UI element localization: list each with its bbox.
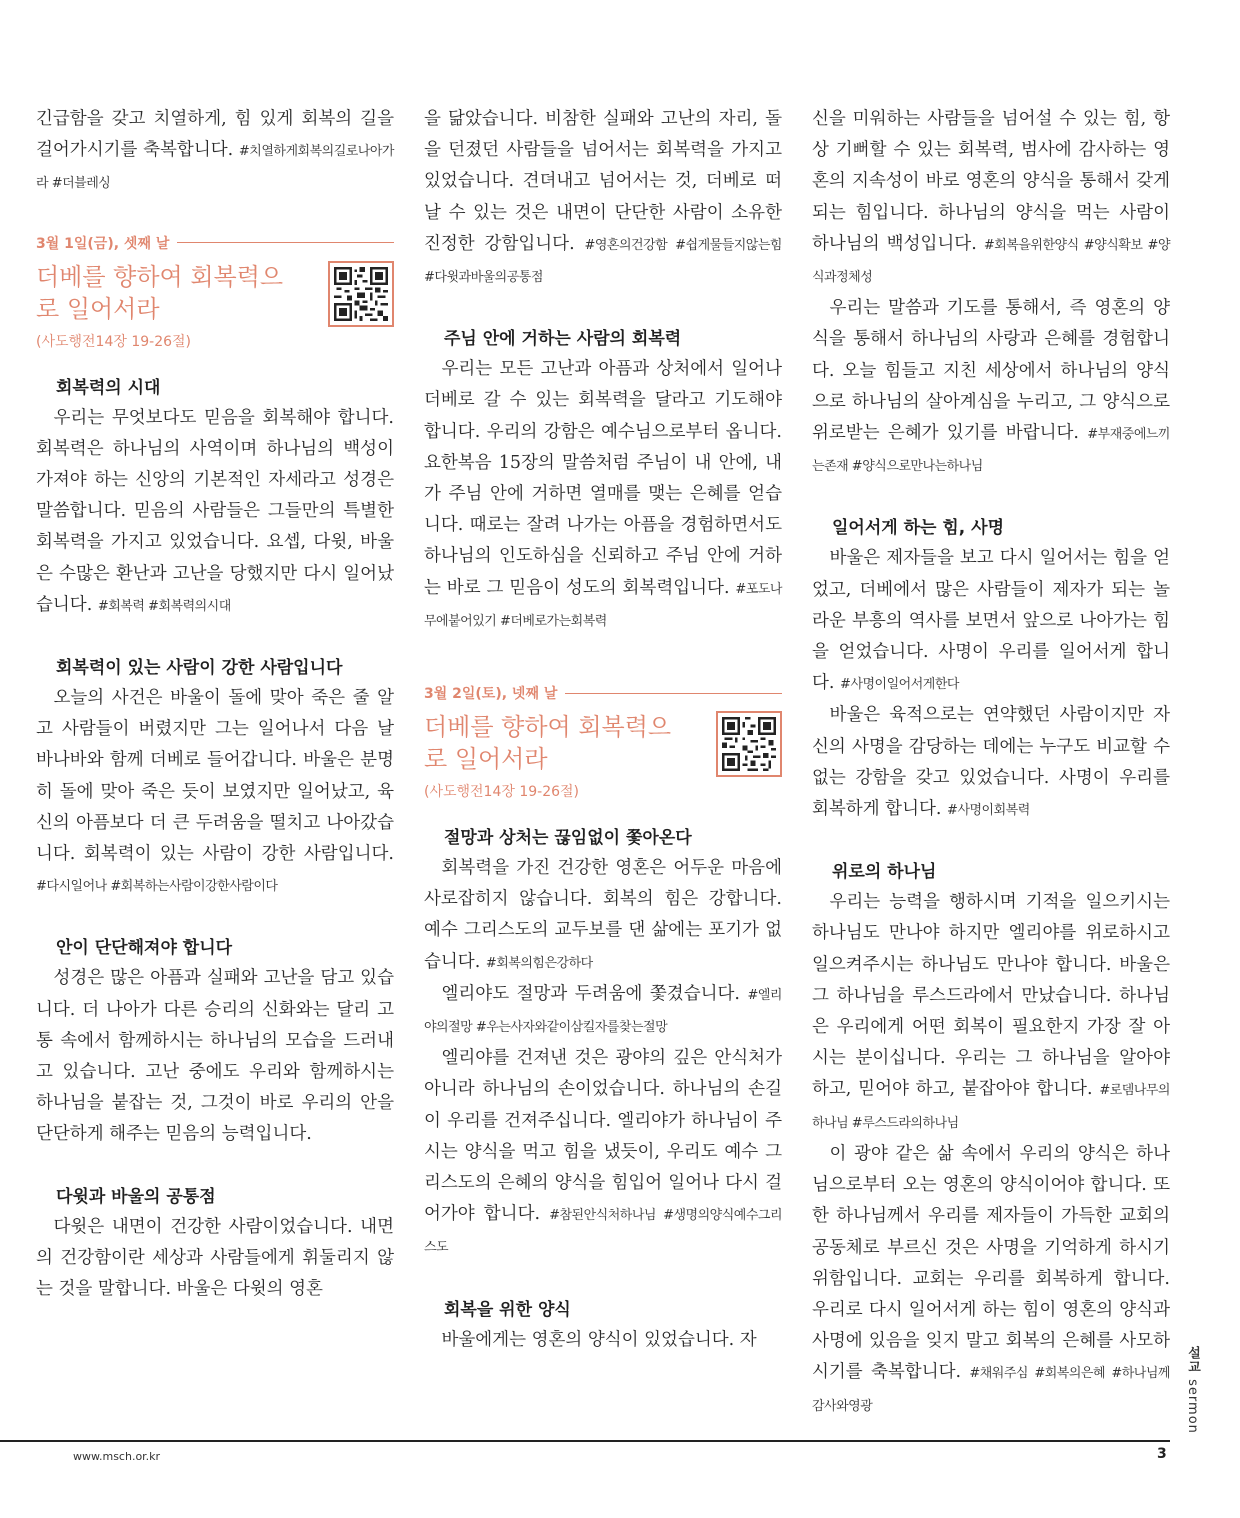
scripture-reference: (사도행전14장 19-26절) [424, 784, 580, 801]
devotion-title: 더베를 향하여 회복력으로 일어서라 [424, 713, 672, 774]
devotion-header-day3 [36, 231, 394, 351]
paragraph: 바울은 제자들을 보고 다시 일어서는 힘을 얻었고, 더베에서 많은 사람들이 제자가 되는 놀라운 부흥의 역사를 보면서 앞으로 나아가는 힘을 얻었습니다. 사명이 우리를 일어서게 합니다. #사명이일어서게한다 [812, 548, 1170, 694]
paragraph: 우리는 능력을 행하시며 기적을 일으키시는 하나님도 만나야 하지만 엘리야를 위로하시고 일으켜주시는 하나님도 만나야 합니다. 바울은 그 하나님을 루스드라에서 만났습니다. 하나님은 우리에게 어떤 회복이 필요한지 가장 잘 아시는 분이십니다. 우리는 그 하나님을 알아야 하고, 믿어야 하고, 붙잡아야 합니다. #로뎀나무의하나님 #루스드라의하나님 [812, 892, 1170, 1131]
hashtags[interactable]: #회복의힘은강하다 [485, 955, 593, 971]
section-heading: 절망과 상처는 끊임없이 쫓아온다 [444, 828, 692, 849]
page-number: 3 [1157, 1446, 1167, 1462]
section-heading: 일어서게 하는 힘, 사명 [832, 518, 1005, 539]
hashtags[interactable]: #로뎀나무의하나님 #루스드라의하나님 [812, 1083, 1170, 1131]
paragraph: 엘리야도 절망과 두려움에 쫓겼습니다. #엘리야의절망 #우는사자와같이삼킬자를찾는절망 [424, 983, 782, 1036]
hashtags[interactable]: #부재중에느끼는존재 #양식으로만나는하나님 [812, 427, 1170, 475]
devotion-header-day4 [424, 681, 782, 801]
paragraph: 성경은 많은 아픔과 실패와 고난을 담고 있습니다. 더 나아가 다른 승리의 신화와는 달리 고통 속에서 함께하시는 하나님의 모습을 드러내고 있습니다. 고난 중에도 우리와 함께하시는 하나님을 붙잡는 것, 그것이 바로 우리의 안을 단단하게 해주는 믿음의 능력입니다. [36, 968, 394, 1145]
paragraph: 엘리야를 건져낸 것은 광야의 깊은 안식처가 아니라 하나님의 손이었습니다. 하나님의 손길이 우리를 건져주십니다. 엘리야가 하나님이 주시는 양식을 먹고 힘을 냈듯이, 우리도 예수 그리스도의 은혜의 양식을 힘입어 일어나 다시 걸어가야 합니다. #참된안식처하나님 #생명의양식예수그리스도 [424, 1048, 782, 1256]
column-3 [812, 104, 1170, 1422]
paragraph: 우리는 말씀과 기도를 통해서, 즉 영혼의 양식을 통해서 하나님의 사랑과 은혜를 경험합니다. 오늘 힘들고 지친 세상에서 하나님의 양식으로 하나님의 살아계심을 누리고, 그 양식으로 위로받는 은혜가 있기를 바랍니다. #부재중에느끼는존재 #양식으로만나는하나님 [812, 298, 1170, 475]
hashtags[interactable]: #참된안식처하나님 #생명의양식예수그리스도 [424, 1208, 782, 1256]
qr-code-icon[interactable] [328, 261, 394, 327]
paragraph: 다윗은 내면이 건강한 사람이었습니다. 내면의 건강함이란 세상과 사람들에게 휘둘리지 않는 것을 말합니다. 바울은 다윗의 영혼 [36, 1216, 394, 1300]
qr-code-icon[interactable] [716, 711, 782, 777]
side-label-ko: 설교 [1185, 1346, 1200, 1374]
section-side-label [1178, 1346, 1202, 1434]
hashtags[interactable]: #다시일어나 #회복하는사람이강한사람이다 [36, 879, 278, 895]
hashtags[interactable]: #회복력 #회복력의시대 [97, 598, 231, 614]
section-heading: 회복력의 시대 [56, 377, 161, 398]
column-2 [424, 104, 782, 1356]
website-url[interactable]: www.msch.or.kr [73, 1450, 161, 1463]
section-heading: 안이 단단해져야 합니다 [56, 938, 233, 959]
hashtags[interactable]: #사명이회복력 [947, 803, 1030, 819]
paragraph: 신을 미워하는 사람들을 넘어설 수 있는 힘, 항상 기뻐할 수 있는 회복력, 범사에 감사하는 영혼의 지속성이 바로 영혼의 양식을 통해서 갖게 되는 힘입니다. 하나님의 양식을 먹는 사람이 하나님의 백성입니다. #회복을위한양식 #양식확보 #양식과정체성 [812, 109, 1170, 286]
section-heading: 회복력이 있는 사람이 강한 사람입니다 [56, 658, 343, 679]
hashtags[interactable]: #치열하게회복의길로나아가라 #더블레싱 [36, 144, 394, 192]
paragraph: 회복력을 가진 건강한 영혼은 어두운 마음에 사로잡히지 않습니다. 회복의 힘은 강합니다. 예수 그리스도의 교두보를 댄 삶에는 포기가 없습니다. #회복의힘은강하다 [424, 858, 782, 972]
hashtags[interactable]: #회복을위한양식 #양식확보 #양식과정체성 [812, 237, 1170, 286]
hashtags[interactable]: #채워주심 #회복의은혜 #하나님께감사와영광 [812, 1366, 1170, 1414]
hashtags[interactable]: #엘리야의절망 #우는사자와같이삼킬자를찾는절망 [424, 987, 782, 1036]
scripture-reference: (사도행전14장 19-26절) [36, 333, 192, 350]
paragraph: 을 닮았습니다. 비참한 실패와 고난의 자리, 돌을 던졌던 사람들을 넘어서는 회복력을 가지고 있었습니다. 견뎌내고 넘어서는 것, 더베로 떠날 수 있는 것은 내면이 단단한 사람이 소유한 진정한 강함입니다. #영혼의건강함 #쉽게물들지않는힘 #다윗과바울의공통점 [424, 109, 782, 286]
paragraph: 우리는 무엇보다도 믿음을 회복해야 합니다. 회복력은 하나님의 사역이며 하나님의 백성이 가져야 하는 신앙의 기본적인 자세라고 성경은 말씀합니다. 믿음의 사람들은 그들만의 특별한 회복력을 가지고 있었습니다. 요셉, 다윗, 바울은 수많은 환난과 고난을 당했지만 다시 일어났습니다. #회복력 #회복력의시대 [36, 407, 394, 615]
paragraph: 바울에게는 영혼의 양식이 있었습니다. 자 [441, 1329, 757, 1350]
devotion-title: 더베를 향하여 회복력으로 일어서라 [36, 262, 284, 323]
hashtags[interactable]: #영혼의건강함 #쉽게물들지않는힘 #다윗과바울의공통점 [424, 237, 782, 286]
hashtags[interactable]: #포도나무에붙어있기 #더베로가는회복력 [424, 581, 782, 629]
paragraph: 바울은 육적으로는 연약했던 사람이지만 자신의 사명을 감당하는 데에는 누구도 비교할 수 없는 강함을 갖고 있었습니다. 사명이 우리를 회복하게 합니다. #사명이회복력 [812, 705, 1170, 820]
devotion-date: 3월 2일(토), 넷째 날 [424, 681, 782, 705]
devotion-date: 3월 1일(금), 셋째 날 [36, 231, 394, 255]
column-1 [36, 104, 394, 1305]
paragraph: 오늘의 사건은 바울이 돌에 맞아 죽은 줄 알고 사람들이 버렸지만 그는 일어나서 다음 날 바나바와 함께 더베로 들어갑니다. 바울은 분명히 돌에 맞아 죽은 듯이 보였지만 일어났고, 육신의 아픔보다 더 큰 두려움을 떨치고 나아갔습니다. 회복력이 있는 사람이 강한 사람입니다. #다시일어나 #회복하는사람이강한사람이다 [36, 688, 394, 895]
paragraph: 이 광야 같은 삶 속에서 우리의 양식은 하나님으로부터 오는 영혼의 양식이어야 합니다. 또한 하나님께서 우리를 제자들이 가득한 교회의 공동체로 부르신 것은 사명을 기억하게 하시기 위함입니다. 교회는 우리를 회복하게 합니다. 우리로 다시 일어서게 하는 힘이 영혼의 양식과 사명에 있음을 잊지 말고 회복의 은혜를 사모하시기를 축복합니다. #채워주심 #회복의은혜 #하나님께감사와영광 [812, 1143, 1170, 1414]
section-heading: 위로의 하나님 [832, 862, 937, 883]
footer-divider [0, 1440, 1170, 1442]
paragraph: 우리는 모든 고난과 아픔과 상처에서 일어나 더베로 갈 수 있는 회복력을 달라고 기도해야 합니다. 우리의 강함은 예수님으로부터 옵니다. 요한복음 15장의 말씀처럼 주님이 내 안에, 내가 주님 안에 거하면 열매를 맺는 은혜를 얻습니다. 때로는 잘려 나가는 아픔을 경험하면서도 하나님의 인도하심을 신뢰하고 주님 안에 거하는 바로 그 믿음이 성도의 회복력입니다. #포도나무에붙어있기 #더베로가는회복력 [424, 359, 782, 629]
section-heading: 주님 안에 거하는 사람의 회복력 [444, 329, 682, 350]
section-heading: 다윗과 바울의 공통점 [56, 1186, 216, 1207]
section-heading: 회복을 위한 양식 [444, 1299, 571, 1320]
paragraph: 긴급함을 갖고 치열하게, 힘 있게 회복의 길을 걸어가시기를 축복합니다. #치열하게회복의길로나아가라 #더블레싱 [36, 109, 394, 192]
side-label-en: sermon [1185, 1379, 1200, 1434]
hashtags[interactable]: #사명이일어서게한다 [840, 677, 959, 693]
